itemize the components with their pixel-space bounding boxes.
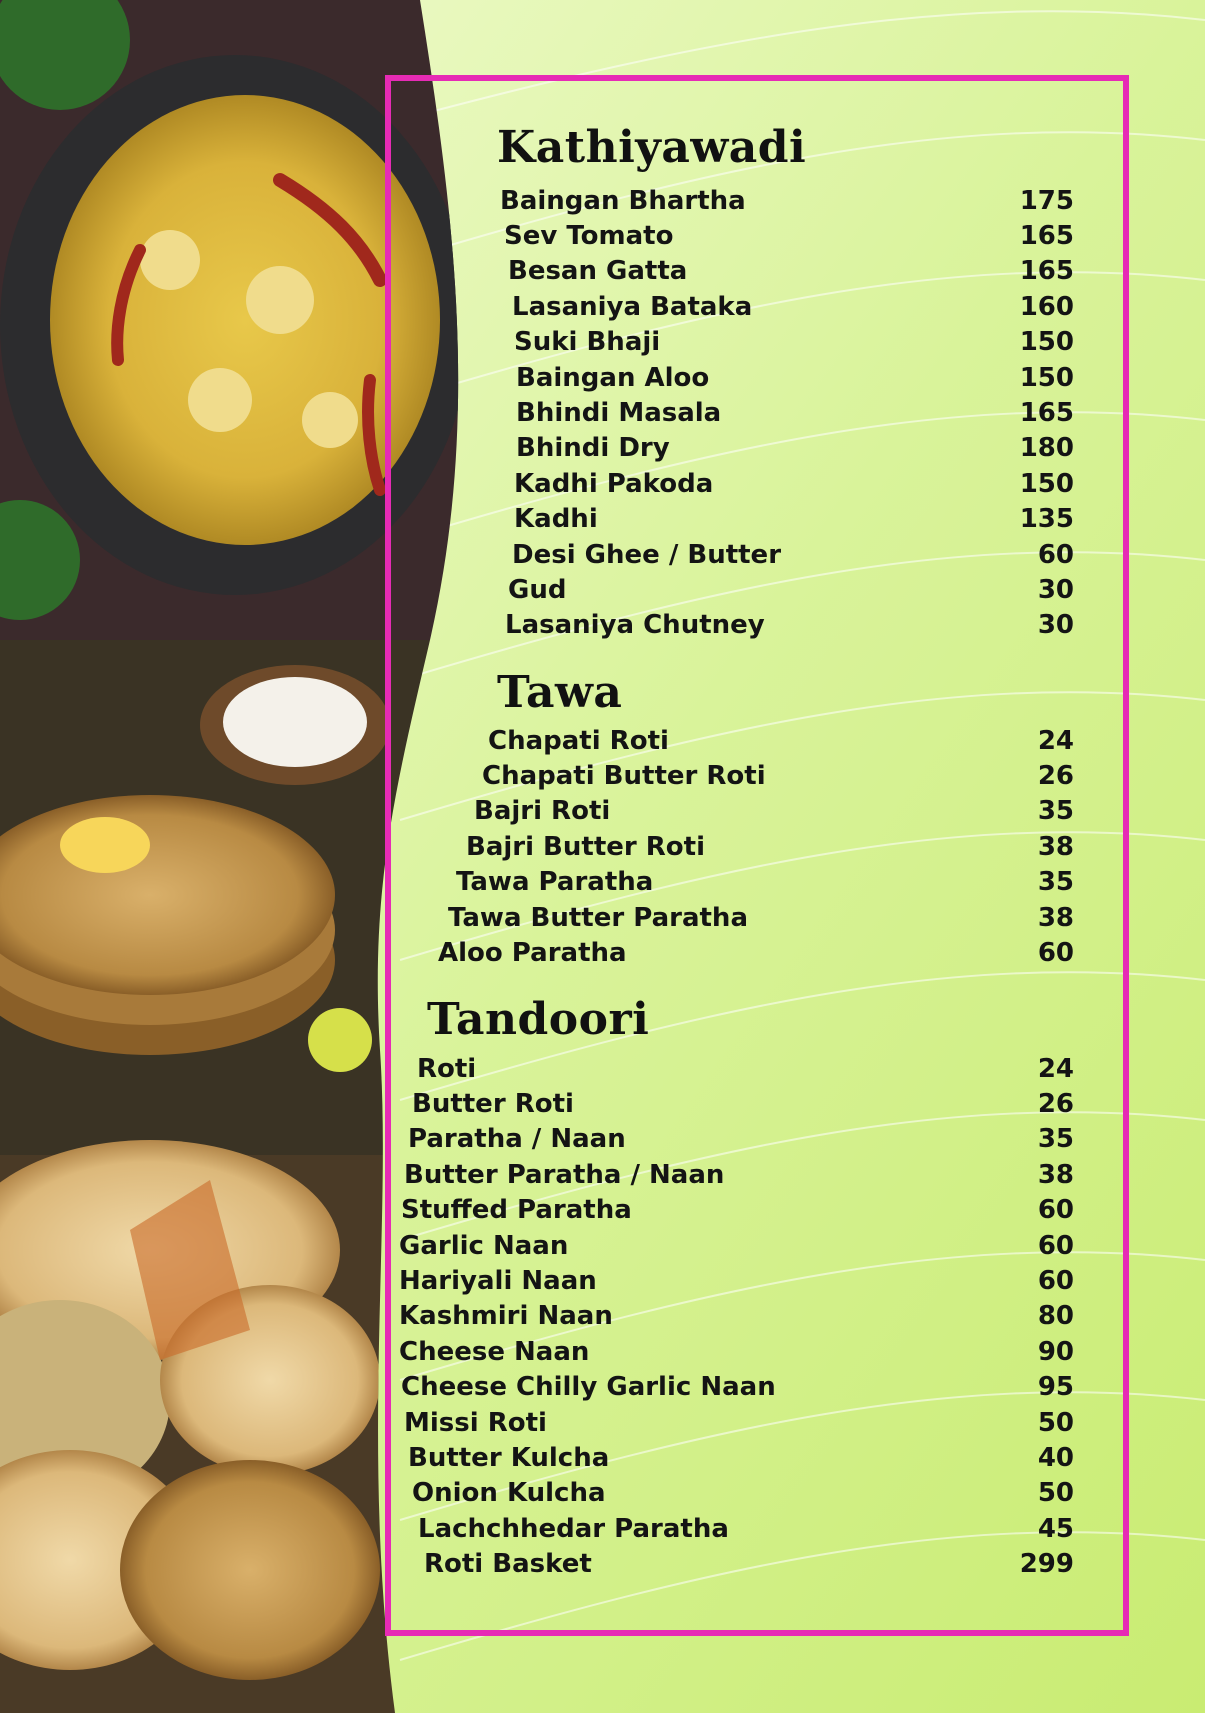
menu-item xyxy=(504,218,1074,253)
item-name: Butter Paratha / Naan xyxy=(404,1159,725,1190)
item-price: 90 xyxy=(1037,1336,1074,1367)
menu-item xyxy=(424,1547,1074,1582)
menu-item xyxy=(482,758,1074,793)
item-price: 35 xyxy=(1037,796,1074,827)
item-name: Garlic Naan xyxy=(399,1230,569,1261)
item-name: Baingan Aloo xyxy=(516,362,710,393)
item-name: Kashmiri Naan xyxy=(399,1301,613,1332)
item-name: Chapati Roti xyxy=(488,725,669,756)
item-name: Baingan Bhartha xyxy=(500,185,746,216)
menu-item xyxy=(438,935,1074,970)
section-title-kathiyawadi: Kathiyawadi xyxy=(497,122,807,173)
menu-item xyxy=(399,1263,1074,1298)
item-price: 26 xyxy=(1037,1088,1074,1119)
item-price: 35 xyxy=(1037,1124,1074,1155)
item-price: 50 xyxy=(1037,1478,1074,1509)
item-price: 38 xyxy=(1037,1159,1074,1190)
menu-item xyxy=(417,1051,1074,1086)
menu-item xyxy=(500,183,1074,218)
menu-item xyxy=(516,360,1074,395)
item-price: 95 xyxy=(1037,1372,1074,1403)
item-name: Onion Kulcha xyxy=(412,1478,606,1509)
menu-item xyxy=(488,723,1074,758)
item-name: Aloo Paratha xyxy=(438,937,627,968)
item-price: 165 xyxy=(1019,256,1074,287)
menu-item xyxy=(399,1228,1074,1263)
menu-item xyxy=(412,1086,1074,1121)
item-price: 38 xyxy=(1037,902,1074,933)
item-name: Lasaniya Chutney xyxy=(505,610,765,641)
menu-item xyxy=(412,1476,1074,1511)
menu-item xyxy=(512,537,1074,572)
item-name: Sev Tomato xyxy=(504,220,674,251)
item-price: 60 xyxy=(1037,937,1074,968)
item-price: 135 xyxy=(1019,504,1074,535)
item-name: Bajri Roti xyxy=(474,796,611,827)
item-name: Tawa Butter Paratha xyxy=(448,902,748,933)
item-name: Kadhi Pakoda xyxy=(514,468,714,499)
menu-item xyxy=(512,289,1074,324)
menu-item xyxy=(508,572,1074,607)
item-price: 80 xyxy=(1037,1301,1074,1332)
item-price: 150 xyxy=(1019,362,1074,393)
menu-item xyxy=(448,900,1074,935)
item-name: Hariyali Naan xyxy=(399,1265,597,1296)
menu-item xyxy=(505,608,1074,643)
item-name: Roti xyxy=(417,1053,477,1084)
menu-item xyxy=(516,431,1074,466)
menu-item xyxy=(456,865,1074,900)
item-name: Bhindi Dry xyxy=(516,433,670,464)
item-name: Butter Kulcha xyxy=(408,1442,610,1473)
item-price: 30 xyxy=(1037,574,1074,605)
menu-item xyxy=(404,1157,1074,1192)
item-price: 175 xyxy=(1019,185,1074,216)
item-name: Cheese Chilly Garlic Naan xyxy=(401,1372,776,1403)
section-title-tandoori: Tandoori xyxy=(427,994,650,1045)
item-name: Missi Roti xyxy=(404,1407,547,1438)
item-price: 35 xyxy=(1037,867,1074,898)
item-name: Suki Bhaji xyxy=(514,327,661,358)
item-price: 26 xyxy=(1037,760,1074,791)
item-price: 40 xyxy=(1037,1442,1074,1473)
item-name: Lasaniya Bataka xyxy=(512,291,753,322)
item-name: Butter Roti xyxy=(412,1088,574,1119)
item-name: Desi Ghee / Butter xyxy=(512,539,782,570)
item-name: Kadhi xyxy=(514,504,598,535)
item-price: 50 xyxy=(1037,1407,1074,1438)
menu-item xyxy=(399,1299,1074,1334)
item-name: Chapati Butter Roti xyxy=(482,760,766,791)
item-price: 60 xyxy=(1037,1195,1074,1226)
item-price: 160 xyxy=(1019,291,1074,322)
item-price: 165 xyxy=(1019,397,1074,428)
menu-item xyxy=(508,254,1074,289)
item-price: 150 xyxy=(1019,468,1074,499)
item-name: Paratha / Naan xyxy=(408,1124,626,1155)
item-price: 24 xyxy=(1037,1053,1074,1084)
menu-item xyxy=(399,1334,1074,1369)
menu-item xyxy=(514,466,1074,501)
item-name: Stuffed Paratha xyxy=(401,1195,632,1226)
item-name: Tawa Paratha xyxy=(456,867,654,898)
item-price: 60 xyxy=(1037,1230,1074,1261)
menu-item xyxy=(408,1440,1074,1475)
item-name: Lachchhedar Paratha xyxy=(418,1513,729,1544)
menu-item xyxy=(401,1193,1074,1228)
item-name: Cheese Naan xyxy=(399,1336,590,1367)
item-name: Gud xyxy=(508,574,567,605)
item-name: Bhindi Masala xyxy=(516,397,722,428)
menu-item xyxy=(466,829,1074,864)
section-title-tawa: Tawa xyxy=(497,667,623,718)
menu-item xyxy=(516,395,1074,430)
menu-item xyxy=(514,502,1074,537)
item-price: 180 xyxy=(1019,433,1074,464)
menu-item xyxy=(408,1122,1074,1157)
item-price: 60 xyxy=(1037,1265,1074,1296)
item-price: 30 xyxy=(1037,610,1074,641)
item-name: Roti Basket xyxy=(424,1549,592,1580)
item-price: 38 xyxy=(1037,831,1074,862)
menu-item xyxy=(404,1405,1074,1440)
item-price: 45 xyxy=(1037,1513,1074,1544)
item-price: 150 xyxy=(1019,327,1074,358)
item-name: Besan Gatta xyxy=(508,256,688,287)
menu-item xyxy=(401,1370,1074,1405)
menu-item xyxy=(514,325,1074,360)
item-name: Bajri Butter Roti xyxy=(466,831,705,862)
item-price: 299 xyxy=(1019,1549,1074,1580)
item-price: 60 xyxy=(1037,539,1074,570)
menu-item xyxy=(474,794,1074,829)
item-price: 24 xyxy=(1037,725,1074,756)
menu-item xyxy=(418,1511,1074,1546)
item-price: 165 xyxy=(1019,220,1074,251)
